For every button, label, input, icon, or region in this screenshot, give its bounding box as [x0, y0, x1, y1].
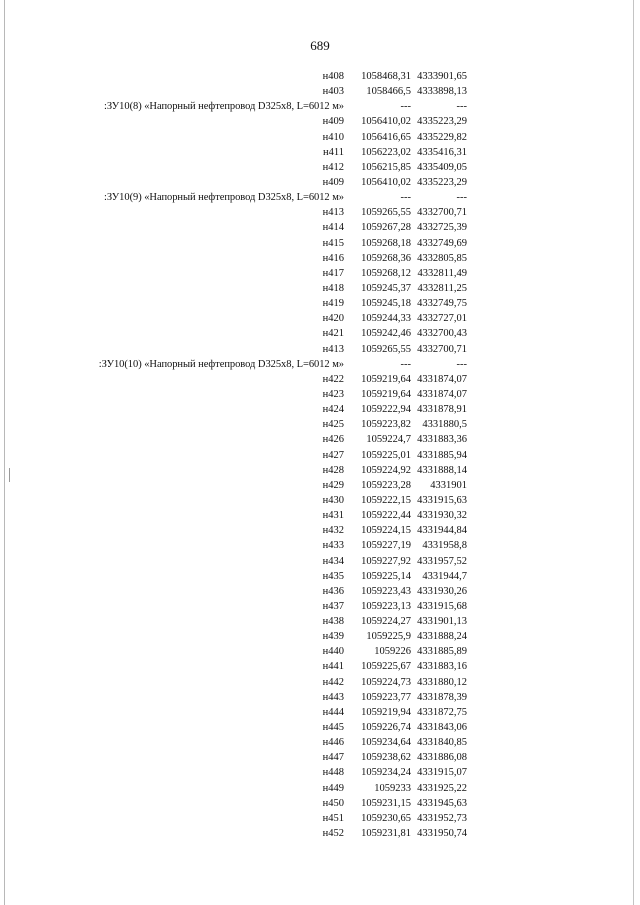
point-label: н427 [322, 449, 344, 461]
point-label: н428 [322, 464, 344, 476]
point-label: н420 [322, 313, 344, 325]
x-coordinate: 1059219,64 [361, 388, 411, 400]
y-coordinate: 4331915,63 [417, 494, 467, 506]
y-coordinate: 4331957,52 [417, 555, 467, 567]
x-coordinate: 1059244,33 [361, 313, 411, 325]
x-coordinate: 1059223,43 [361, 585, 411, 597]
x-coordinate: 1059245,18 [361, 298, 411, 310]
x-coordinate: 1059222,94 [361, 404, 411, 416]
y-coordinate: 4331930,26 [417, 585, 467, 597]
point-label: н452 [322, 828, 344, 840]
y-coordinate: 4331878,39 [417, 691, 467, 703]
table-row [80, 690, 480, 705]
table-row [80, 796, 480, 811]
table-row [80, 584, 480, 599]
table-row [80, 781, 480, 796]
x-coordinate: 1059224,27 [361, 616, 411, 628]
section-heading-row [80, 190, 480, 205]
y-coordinate: 4331888,24 [417, 631, 467, 643]
section-heading-row [80, 99, 480, 114]
point-label: н415 [322, 237, 344, 249]
y-coordinate: 4333901,65 [417, 71, 467, 82]
x-coordinate: 1059268,12 [361, 267, 411, 279]
x-coordinate: 1059226 [374, 646, 411, 658]
table-row [80, 281, 480, 296]
y-coordinate: 4331944,84 [417, 525, 467, 537]
point-label: н440 [322, 646, 344, 658]
x-coordinate: 1059224,7 [366, 434, 411, 446]
point-label: н447 [322, 752, 344, 764]
section-title: :ЗУ10(10) «Напорный нефтепровод D325x8, L=6012 м» [98, 358, 344, 370]
point-label: н433 [322, 540, 344, 552]
y-coordinate: 4331880,12 [417, 676, 467, 688]
x-coordinate: 1056410,02 [361, 116, 411, 128]
table-row [80, 296, 480, 311]
y-coordinate: 4331883,36 [417, 434, 467, 446]
table-row [80, 463, 480, 478]
table-row [80, 432, 480, 447]
page-number: 689 [310, 38, 330, 53]
table-row [80, 811, 480, 826]
table-row [80, 478, 480, 493]
x-coordinate: 1059223,28 [361, 479, 411, 491]
point-label: н410 [322, 131, 344, 143]
y-coordinate: 4332700,71 [417, 343, 467, 355]
y-coordinate: 4332805,85 [417, 252, 467, 264]
point-label: н443 [322, 691, 344, 703]
point-label: н425 [322, 419, 344, 431]
y-coordinate: 4331915,68 [417, 600, 467, 612]
y-coordinate: 4335229,82 [417, 131, 467, 143]
y-coordinate: 4331843,06 [417, 722, 467, 734]
y-coordinate: --- [456, 192, 467, 204]
y-coordinate: 4332700,43 [417, 328, 467, 340]
x-coordinate: 1059226,74 [361, 722, 411, 734]
point-label: н449 [322, 782, 344, 794]
point-label: н438 [322, 616, 344, 628]
table-row [80, 523, 480, 538]
x-coordinate: 1059227,92 [361, 555, 411, 567]
x-coordinate: 1059238,62 [361, 752, 411, 764]
x-coordinate: 1059222,15 [361, 494, 411, 506]
x-coordinate: 1059245,37 [361, 282, 411, 294]
point-label: н432 [322, 525, 344, 537]
table-row [80, 236, 480, 251]
y-coordinate: 4331880,5 [422, 419, 467, 431]
x-coordinate: 1059219,94 [361, 706, 411, 718]
section-heading-row [80, 357, 480, 372]
x-coordinate: 1059222,44 [361, 510, 411, 522]
y-coordinate: 4331885,89 [417, 646, 467, 658]
table-row [80, 114, 480, 129]
x-coordinate: 1058466,5 [366, 86, 411, 98]
point-label: н413 [322, 207, 344, 219]
table-row [80, 599, 480, 614]
x-coordinate: --- [400, 358, 411, 370]
point-label: н417 [322, 267, 344, 279]
x-coordinate: 1059224,92 [361, 464, 411, 476]
table-row [80, 266, 480, 281]
x-coordinate: 1059231,81 [361, 828, 411, 840]
point-label: н414 [322, 222, 344, 234]
table-row [80, 644, 480, 659]
x-coordinate: 1056416,65 [361, 131, 411, 143]
point-label: н423 [322, 388, 344, 400]
point-label: н429 [322, 479, 344, 491]
table-row [80, 493, 480, 508]
table-row [80, 417, 480, 432]
y-coordinate: 4331950,74 [417, 828, 467, 840]
table-row [80, 508, 480, 523]
y-coordinate: 4333898,13 [417, 86, 467, 98]
y-coordinate: 4332700,71 [417, 207, 467, 219]
y-coordinate: 4331952,73 [417, 812, 467, 824]
y-coordinate: 4331874,07 [417, 373, 467, 385]
x-coordinate: 1056410,02 [361, 176, 411, 188]
x-coordinate: 1058468,31 [361, 71, 411, 82]
y-coordinate: 4331840,85 [417, 737, 467, 749]
section-title: :ЗУ10(9) «Напорный нефтепровод D325x8, L=6012 м» [103, 192, 344, 204]
x-coordinate: 1059268,18 [361, 237, 411, 249]
y-coordinate: 4331915,07 [417, 767, 467, 779]
point-label: н409 [322, 176, 344, 188]
table-row [80, 251, 480, 266]
y-coordinate: --- [456, 358, 467, 370]
y-coordinate: 4332811,25 [417, 282, 467, 294]
x-coordinate: 1059227,19 [361, 540, 411, 552]
table-row [80, 826, 480, 841]
y-coordinate: 4331883,16 [417, 661, 467, 673]
y-coordinate: 4331925,22 [417, 782, 467, 794]
y-coordinate: 4331886,08 [417, 752, 467, 764]
table-row [80, 720, 480, 735]
table-row [80, 387, 480, 402]
point-label: н442 [322, 676, 344, 688]
y-coordinate: --- [456, 101, 467, 113]
point-label: н412 [322, 161, 344, 173]
x-coordinate: --- [400, 192, 411, 204]
x-coordinate: 1059265,55 [361, 343, 411, 355]
coordinate-table [80, 69, 480, 841]
x-coordinate: 1059265,55 [361, 207, 411, 219]
point-label: н441 [322, 661, 344, 673]
x-coordinate: 1059223,13 [361, 600, 411, 612]
y-coordinate: 4331901 [430, 479, 467, 491]
x-coordinate: 1059225,14 [361, 570, 411, 582]
point-label: н424 [322, 404, 344, 416]
scan-edge-right [633, 0, 634, 905]
x-coordinate: 1056215,85 [361, 161, 411, 173]
table-row [80, 175, 480, 190]
point-label: н418 [322, 282, 344, 294]
y-coordinate: 4331888,14 [417, 464, 467, 476]
table-row [80, 84, 480, 99]
y-coordinate: 4331901,13 [417, 616, 467, 628]
point-label: н413 [322, 343, 344, 355]
table-row [80, 735, 480, 750]
point-label: н445 [322, 722, 344, 734]
point-label: н444 [322, 706, 344, 718]
y-coordinate: 4335223,29 [417, 176, 467, 188]
point-label: н450 [322, 797, 344, 809]
y-coordinate: 4335223,29 [417, 116, 467, 128]
x-coordinate: 1059223,82 [361, 419, 411, 431]
x-coordinate: 1059225,01 [361, 449, 411, 461]
table-row [80, 130, 480, 145]
y-coordinate: 4332725,39 [417, 222, 467, 234]
y-coordinate: 4332749,69 [417, 237, 467, 249]
point-label: н409 [322, 116, 344, 128]
table-row [80, 614, 480, 629]
y-coordinate: 4331944,7 [422, 570, 467, 582]
x-coordinate: 1059224,15 [361, 525, 411, 537]
point-label: н419 [322, 298, 344, 310]
x-coordinate: 1059225,67 [361, 661, 411, 673]
point-label: н403 [322, 86, 344, 98]
x-coordinate: 1059234,64 [361, 737, 411, 749]
x-coordinate: --- [400, 101, 411, 113]
point-label: н439 [322, 631, 344, 643]
point-label: н436 [322, 585, 344, 597]
table-row [80, 538, 480, 553]
x-coordinate: 1059225,9 [366, 631, 411, 643]
table-row [80, 342, 480, 357]
table-row [80, 750, 480, 765]
x-coordinate: 1059224,73 [361, 676, 411, 688]
table-row [80, 569, 480, 584]
point-label: н431 [322, 510, 344, 522]
x-coordinate: 1059234,24 [361, 767, 411, 779]
y-coordinate: 4332749,75 [417, 298, 467, 310]
y-coordinate: 4331878,91 [417, 404, 467, 416]
table-row [80, 705, 480, 720]
table-row [80, 220, 480, 235]
table-row [80, 448, 480, 463]
y-coordinate: 4331872,75 [417, 706, 467, 718]
y-coordinate: 4331958,8 [422, 540, 467, 552]
y-coordinate: 4331930,32 [417, 510, 467, 522]
table-row [80, 765, 480, 780]
scan-mark [9, 468, 10, 482]
y-coordinate: 4335416,31 [417, 146, 467, 158]
scan-edge-left [4, 0, 5, 905]
point-label: н422 [322, 373, 344, 385]
table-row [80, 675, 480, 690]
y-coordinate: 4332727,01 [417, 313, 467, 325]
point-label: н421 [322, 328, 344, 340]
point-label: н430 [322, 494, 344, 506]
y-coordinate: 4332811,49 [417, 267, 467, 279]
point-label: н411 [323, 146, 344, 158]
table-row [80, 205, 480, 220]
point-label: н408 [322, 71, 344, 82]
x-coordinate: 1059219,64 [361, 373, 411, 385]
table-row [80, 554, 480, 569]
x-coordinate: 1059231,15 [361, 797, 411, 809]
table-row [80, 372, 480, 387]
table-row [80, 402, 480, 417]
table-row [80, 160, 480, 175]
point-label: н437 [322, 600, 344, 612]
table-row [80, 311, 480, 326]
table-row [80, 629, 480, 644]
point-label: н451 [322, 812, 344, 824]
table-row [80, 326, 480, 341]
table-row [80, 659, 480, 674]
y-coordinate: 4331945,63 [417, 797, 467, 809]
x-coordinate: 1059267,28 [361, 222, 411, 234]
point-label: н416 [322, 252, 344, 264]
x-coordinate: 1059233 [374, 782, 411, 794]
point-label: н448 [322, 767, 344, 779]
x-coordinate: 1059268,36 [361, 252, 411, 264]
table-row [80, 145, 480, 160]
y-coordinate: 4331874,07 [417, 388, 467, 400]
x-coordinate: 1056223,02 [361, 146, 411, 158]
x-coordinate: 1059242,46 [361, 328, 411, 340]
point-label: н426 [322, 434, 344, 446]
y-coordinate: 4331885,94 [417, 449, 467, 461]
x-coordinate: 1059223,77 [361, 691, 411, 703]
y-coordinate: 4335409,05 [417, 161, 467, 173]
point-label: н435 [322, 570, 344, 582]
x-coordinate: 1059230,65 [361, 812, 411, 824]
table-row [80, 69, 480, 84]
point-label: н434 [322, 555, 344, 567]
section-title: :ЗУ10(8) «Напорный нефтепровод D325x8, L=6012 м» [103, 101, 344, 113]
point-label: н446 [322, 737, 344, 749]
